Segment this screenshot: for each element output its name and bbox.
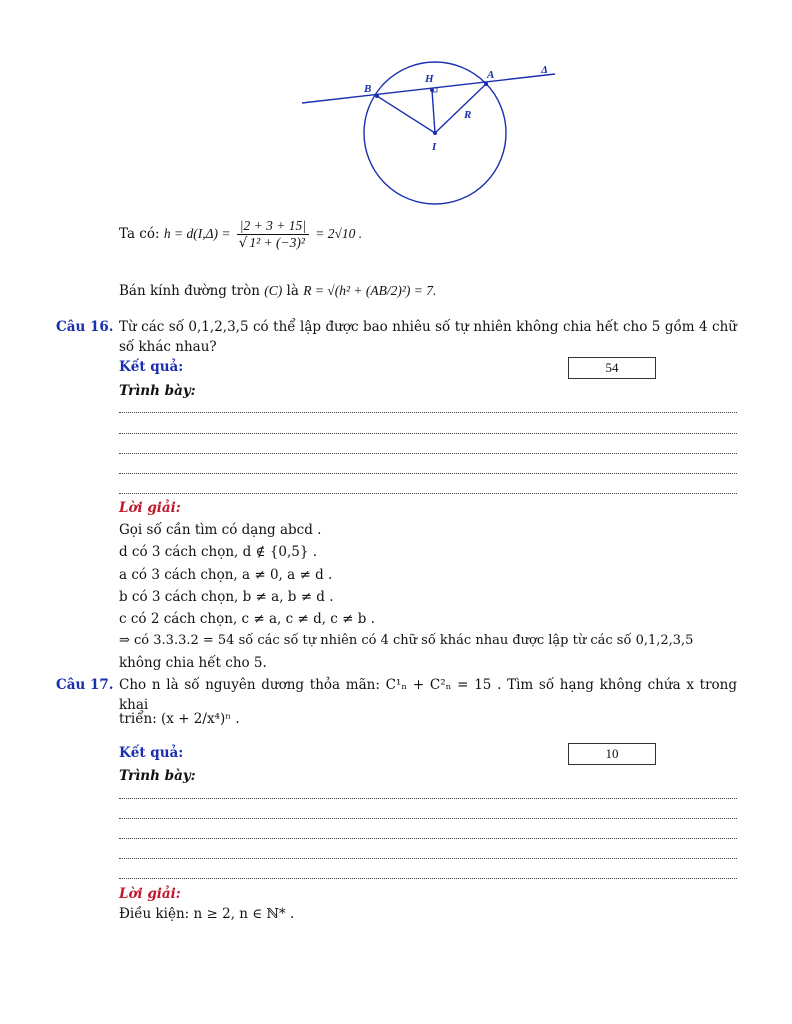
radius-line bbox=[119, 276, 436, 306]
point-h bbox=[430, 88, 434, 92]
label-delta: Δ bbox=[541, 64, 548, 76]
distance-fraction bbox=[237, 218, 309, 251]
distance-line bbox=[119, 214, 362, 254]
fraction-denominator: √ 1² + (−3)² bbox=[238, 235, 305, 251]
q16-sol-line-3: a có 3 cách chọn, a ≠ 0, a ≠ d . bbox=[119, 567, 333, 583]
q17-answer-line-5[interactable] bbox=[119, 878, 737, 879]
q16-solution-label: Lời giải: bbox=[119, 500, 181, 516]
radius-label: Bán kính đường tròn bbox=[119, 283, 260, 299]
q17-solution-label: Lời giải: bbox=[119, 886, 181, 902]
q17-answer-line-1[interactable] bbox=[119, 798, 737, 799]
segment-ia bbox=[435, 84, 486, 133]
q16-answer-line-3[interactable] bbox=[119, 453, 737, 454]
question-17-text: Cho n là số nguyên dương thỏa mãn: C¹ₙ + C²ₙ = 15 . Tìm số hạng không chứa x trong khai bbox=[119, 677, 737, 713]
radius-la: là bbox=[286, 283, 299, 299]
question-16-number: Câu 16. bbox=[56, 319, 114, 335]
question-17-expansion: triển: (x + 2/x⁴)ⁿ . bbox=[119, 711, 240, 727]
label-r: R bbox=[464, 109, 472, 121]
q16-sol-line-1: Gọi số cần tìm có dạng abcd . bbox=[119, 522, 322, 538]
question-17-number: Câu 17. bbox=[56, 677, 114, 693]
fraction-numerator: |2 + 3 + 15| bbox=[237, 218, 309, 235]
q17-answer-box[interactable]: 10 bbox=[568, 743, 656, 765]
segment-ib bbox=[377, 96, 435, 133]
q16-sol-line-4: b có 3 cách chọn, b ≠ a, b ≠ d . bbox=[119, 589, 334, 605]
q16-result-label: Kết quả: bbox=[119, 359, 184, 375]
q16-sol-line-6: ⇒ có 3.3.3.2 = 54 số các số tự nhiên có 4 chữ số khác nhau được lập từ các số 0,1,2,3,5 bbox=[119, 633, 694, 648]
q16-answer-box[interactable]: 54 bbox=[568, 357, 656, 379]
question-16-text: Từ các số 0,1,2,3,5 có thể lập được bao nhiêu số tự nhiên không chia hết cho 5 gồm 4 chữ số khác nhau? bbox=[119, 319, 737, 355]
ta-co-label: Ta có: bbox=[119, 226, 160, 242]
radius-formula: R = √(h² + (AB/2)²) = 7. bbox=[303, 283, 437, 298]
point-b bbox=[375, 94, 379, 98]
q16-sol-line-2: d có 3 cách chọn, d ∉ {0,5} . bbox=[119, 544, 318, 560]
q17-answer-line-3[interactable] bbox=[119, 838, 737, 839]
label-h: H bbox=[425, 73, 434, 85]
q17-answer-line-2[interactable] bbox=[119, 818, 737, 819]
q17-answer-line-4[interactable] bbox=[119, 858, 737, 859]
circle-name: (C) bbox=[264, 283, 283, 298]
segment-ih bbox=[432, 90, 435, 133]
q17-condition: Điều kiện: n ≥ 2, n ∈ ℕ* . bbox=[119, 906, 295, 922]
geometry-figure bbox=[290, 58, 570, 208]
q16-answer-line-4[interactable] bbox=[119, 473, 737, 474]
q16-answer-line-2[interactable] bbox=[119, 433, 737, 434]
q17-present-label: Trình bày: bbox=[119, 768, 196, 784]
q16-sol-line-7: không chia hết cho 5. bbox=[119, 655, 267, 671]
distance-lhs: h = d(I,Δ) = bbox=[163, 226, 231, 241]
q16-answer-line-1[interactable] bbox=[119, 412, 737, 413]
label-i: I bbox=[432, 141, 437, 153]
denominator-radicand: 1² + (−3)² bbox=[249, 235, 305, 250]
distance-rhs: = 2√10 . bbox=[315, 226, 363, 241]
label-b: B bbox=[364, 83, 372, 95]
q17-result-label: Kết quả: bbox=[119, 745, 184, 761]
q16-sol-line-5: c có 2 cách chọn, c ≠ a, c ≠ d, c ≠ b . bbox=[119, 611, 375, 627]
q16-present-label: Trình bày: bbox=[119, 383, 196, 399]
label-a: A bbox=[487, 69, 495, 81]
q16-answer-line-5[interactable] bbox=[119, 493, 737, 494]
point-i bbox=[433, 131, 437, 135]
point-a bbox=[484, 82, 488, 86]
